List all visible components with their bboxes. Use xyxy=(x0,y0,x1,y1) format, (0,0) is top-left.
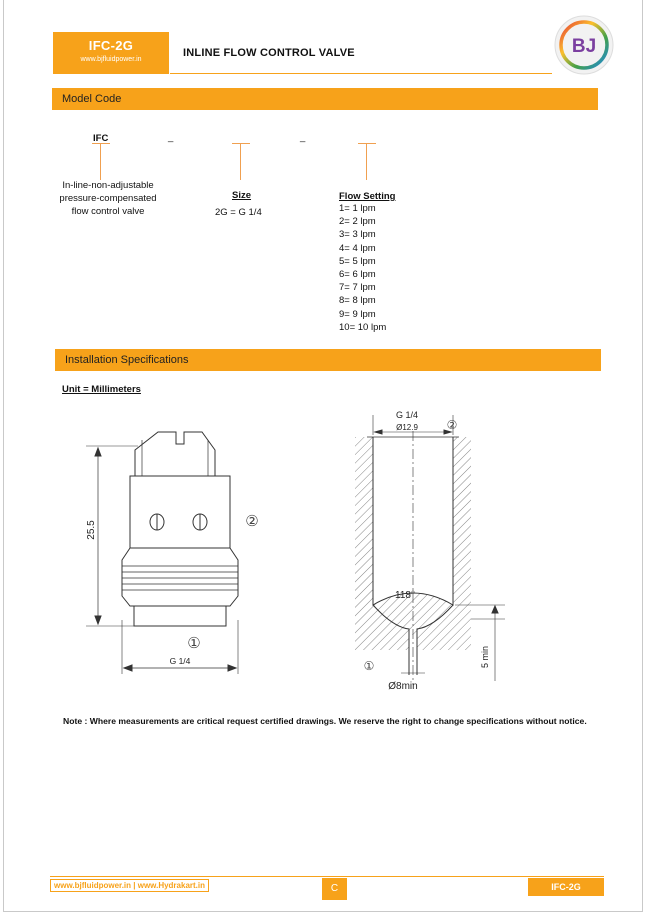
flow-setting-item: 9= 9 lpm xyxy=(339,308,376,320)
flow-setting-item: 8= 8 lpm xyxy=(339,295,376,307)
height-dimension: 25.5 xyxy=(86,520,97,540)
logo-lettering: BJ xyxy=(571,36,597,57)
drill-diameter-label: Ø8min xyxy=(388,681,418,692)
document-title: INLINE FLOW CONTROL VALVE xyxy=(183,47,355,59)
flow-setting-item: 2= 2 lpm xyxy=(339,216,376,228)
footer-divider xyxy=(50,876,604,877)
section-model-code: Model Code xyxy=(52,88,598,110)
model-prefix: IFC xyxy=(93,133,109,144)
bj-logo xyxy=(553,14,615,76)
thread-dimension: G 1/4 xyxy=(169,656,191,666)
header-code-badge xyxy=(53,32,169,74)
header-website[interactable]: www.bjfluidpower.in xyxy=(80,56,142,63)
port-marker-1: ① xyxy=(363,659,375,673)
flow-setting-item: 4= 4 lpm xyxy=(339,242,376,254)
depth-label: 5 min xyxy=(480,645,490,669)
flow-marker xyxy=(358,143,376,179)
valve-body-drawing xyxy=(80,420,280,680)
flow-setting-item: 1= 1 lpm xyxy=(339,203,376,214)
port-cavity-drawing xyxy=(345,405,505,700)
port-marker-2: ② xyxy=(446,418,458,432)
marker-1: ① xyxy=(187,634,201,652)
flow-setting-item: 3= 3 lpm xyxy=(339,229,376,241)
flow-setting-list xyxy=(339,202,386,334)
flow-setting-item: 5= 5 lpm xyxy=(339,255,376,267)
port-thread-label: G 1/4 xyxy=(395,410,419,420)
footer-page-number: C xyxy=(322,878,347,900)
header-divider xyxy=(170,73,552,74)
separator-2: _ xyxy=(300,132,306,143)
footer-model-code: IFC-2G xyxy=(528,878,604,896)
flow-setting-item: 7= 7 lpm xyxy=(339,282,376,294)
drill-angle-label: 118° xyxy=(395,590,415,601)
header-model-code: IFC-2G xyxy=(88,38,134,53)
flow-setting-item: 10= 10 lpm xyxy=(339,321,387,333)
separator-1: _ xyxy=(168,132,174,143)
disclaimer-note: Note : Where measurements are critical request certified drawings. We reserve the right to change specifications without notice. xyxy=(63,716,587,726)
prefix-description: In-line-non-adjustable pressure-compensated flow control valve xyxy=(59,180,157,218)
marker-2: ② xyxy=(245,512,259,530)
size-marker xyxy=(232,143,250,179)
size-label: Size xyxy=(232,190,252,201)
flow-setting-item: 6= 6 lpm xyxy=(339,269,376,281)
unit-label: Unit = Millimeters xyxy=(62,384,141,395)
prefix-marker xyxy=(92,143,110,179)
section-installation: Installation Specifications xyxy=(55,349,601,371)
bore-diameter-label: Ø12.9 xyxy=(396,423,418,432)
footer-links[interactable]: www.bjfluidpower.in | www.Hydrakart.in xyxy=(50,879,209,892)
flow-setting-label: Flow Setting xyxy=(339,191,396,202)
size-value: 2G = G 1/4 xyxy=(215,207,262,218)
